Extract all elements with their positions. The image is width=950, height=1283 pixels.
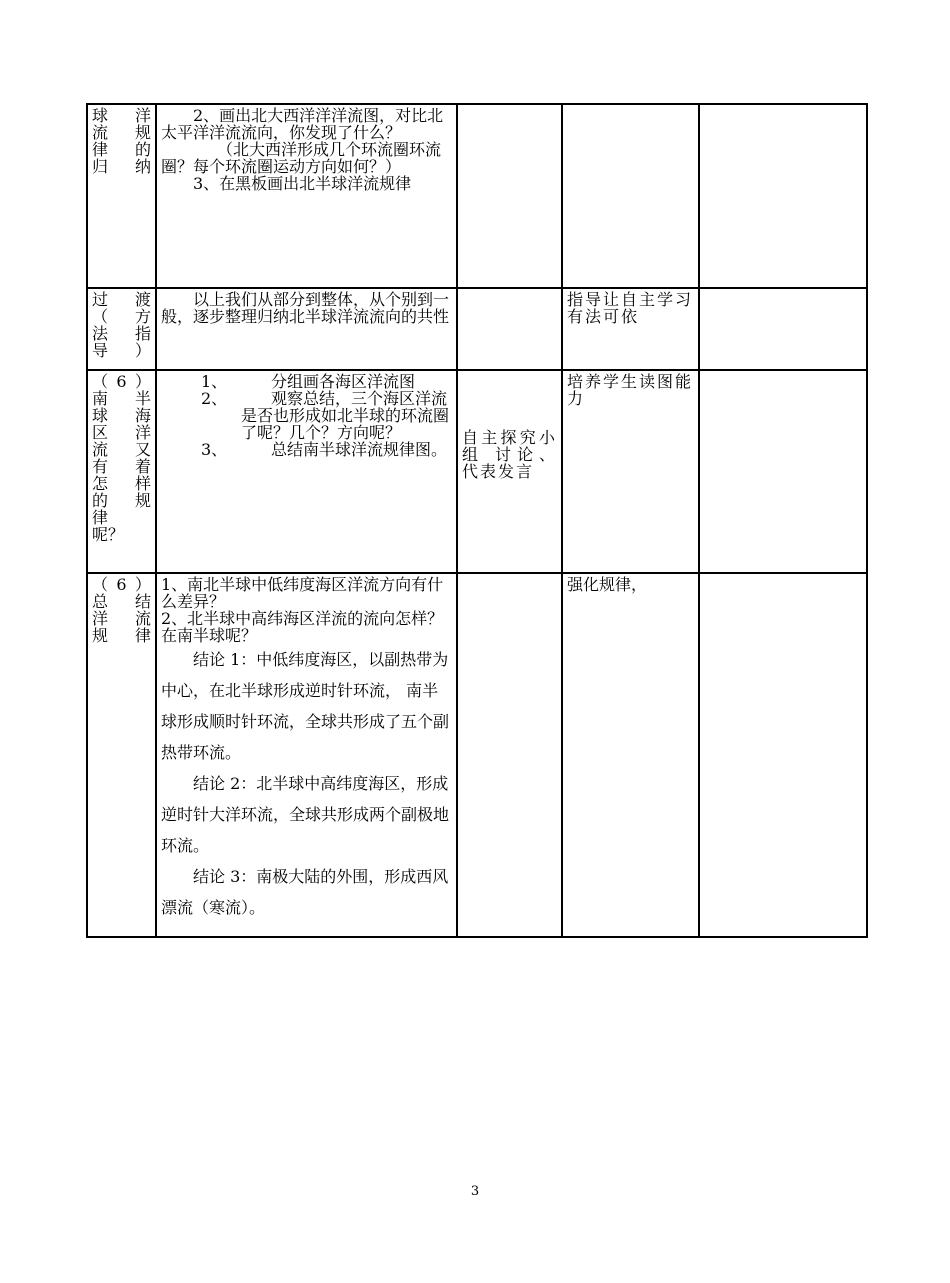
stage-label: 球 洋 流 规 律 的 归纳	[92, 106, 151, 176]
notes-cell	[699, 573, 867, 937]
design-intent-cell: 培养学生读图能力	[562, 370, 699, 573]
stage-label: 过渡 （ 方 法 指 导）	[92, 290, 151, 360]
content-paragraph: （北大西洋形成几个环流圈环流圈？每个环流圈运动方向如何？）	[161, 140, 442, 176]
list-item: 2、 观察总结，三个海区洋流是否也形成如北半球的环流圈了呢？几个？方向呢？	[201, 389, 450, 442]
lesson-plan-table	[86, 103, 868, 938]
content-paragraph: 2、画出北大西洋洋洋流图，对比北太平洋洋流流向，你发现了什么？	[161, 106, 444, 142]
conclusion-text: 结论 3：南极大陆的外围，形成西风漂流（寒流）。	[161, 867, 449, 917]
student-activity-cell	[457, 573, 562, 937]
table-row	[87, 370, 867, 573]
design-intent-cell: 强化规律，	[562, 573, 699, 937]
content-paragraph: 以上我们从部分到整体，从个别到一般，逐步整理归纳北半球洋流流向的共性	[161, 290, 450, 326]
table-row	[87, 104, 867, 288]
content-cell	[156, 104, 457, 288]
student-activity-text: 自主探究小 组 讨论、代表发言	[462, 428, 557, 481]
list-item: 3、 总结南半球洋流规律图。	[201, 440, 448, 459]
conclusion-text: 结论 1：中低纬度海区，以副热带为中心，在北半球形成逆时针环流， 南半球形成顺时针环流，全球共形成了五个副热带环流。	[161, 650, 450, 762]
content-paragraph: 3、在黑板画出北半球洋流规律	[193, 174, 412, 193]
notes-cell	[699, 370, 867, 573]
conclusion-text: 结论 2：北半球中高纬度海区，形成逆时针大洋环流，全球共形成两个副极地环流。	[161, 774, 450, 855]
stage-cell	[87, 104, 156, 288]
step-list	[161, 373, 452, 458]
student-activity-cell	[457, 370, 562, 573]
question-text: 1、南北半球中低纬度海区洋流方向有什么差异？	[161, 575, 444, 611]
student-activity-cell	[457, 104, 562, 288]
page-number: 3	[470, 1184, 480, 1199]
stage-cell	[87, 370, 156, 573]
content-cell	[156, 370, 457, 573]
stage-label: （6） 总 结 洋 流 规律	[92, 575, 151, 645]
list-item: 1、 分组画各海区洋流图	[201, 372, 416, 391]
notes-cell	[699, 288, 867, 370]
table-row	[87, 288, 867, 370]
design-intent-cell: 指导让自主学习有法可依	[562, 288, 699, 370]
design-intent-cell	[562, 104, 699, 288]
stage-cell	[87, 573, 156, 937]
content-cell	[156, 288, 457, 370]
table-row	[87, 573, 867, 937]
content-cell	[156, 573, 457, 937]
stage-label: （6） 南 半 球 海 区 洋 流 又 有 着 怎 样 的 规 律 呢？	[92, 372, 151, 544]
stage-cell	[87, 288, 156, 370]
student-activity-cell	[457, 288, 562, 370]
question-text: 2、北半球中高纬海区洋流的流向怎样？在南半球呢？	[161, 609, 444, 645]
notes-cell	[699, 104, 867, 288]
